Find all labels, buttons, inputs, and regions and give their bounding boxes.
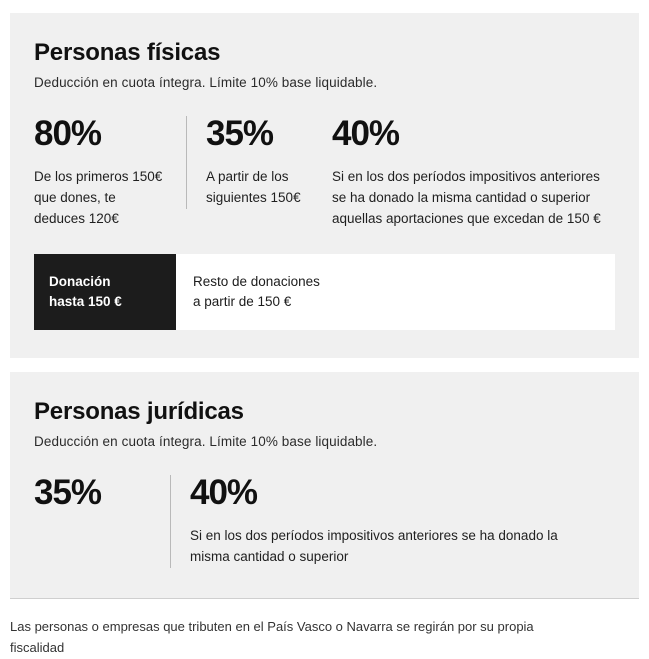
footnote-container <box>10 598 639 659</box>
percent-columns <box>34 116 615 230</box>
infographic-page <box>0 13 649 654</box>
bar-donacion-hasta-150 <box>34 254 176 331</box>
section-personas-fisicas <box>10 13 639 358</box>
percent-column-2 <box>186 116 322 209</box>
bar-dark-line-2: hasta 150 € <box>49 294 122 310</box>
section-subtitle: Deducción en cuota íntegra. Límite 10% base liquidable. <box>34 75 378 90</box>
percent-column-3 <box>322 116 615 230</box>
percent-value-80: 80% <box>34 114 102 153</box>
percent-description-1: De los primeros 150€ que dones, te deduces 120€ <box>34 169 163 226</box>
percent-description-3: Si en los dos períodos impositivos anteriores se ha donado la misma cantidad o superior aquellas aportaciones que excedan de 150 € <box>332 169 601 226</box>
donation-range-bars <box>34 254 615 331</box>
percent-column-1 <box>34 116 186 230</box>
percent-value-40-juridicas: 40% <box>190 473 258 513</box>
bar-light-line-2: a partir de 150 € <box>193 294 292 310</box>
page-title: Personas físicas <box>34 39 221 66</box>
section-personas-juridicas <box>10 372 639 598</box>
bar-light-line-1: Resto de donaciones <box>193 273 320 289</box>
bar-resto-donaciones <box>176 254 615 331</box>
percent-description-2: A partir de los siguientes 150€ <box>206 169 301 205</box>
percent-value-35: 35% <box>206 114 274 153</box>
bar-dark-line-1: Donación <box>49 273 111 289</box>
section-title-juridicas: Personas jurídicas <box>34 398 244 426</box>
percent-description-juridicas-2: Si en los dos períodos impositivos anteriores se ha donado la misma cantidad o superior <box>190 528 558 565</box>
section-subtitle-juridicas: Deducción en cuota íntegra. Límite 10% base liquidable. <box>34 434 378 450</box>
footnote-text: Las personas o empresas que tributen en el País Vasco o Navarra se regirán por su propia fiscalidad <box>10 619 534 655</box>
percent-columns-juridicas <box>34 475 615 568</box>
percent-value-40: 40% <box>332 114 400 153</box>
percent-value-35-juridicas: 35% <box>34 473 102 513</box>
percent-column-juridicas-2 <box>170 475 615 568</box>
percent-column-juridicas-1 <box>34 475 170 526</box>
